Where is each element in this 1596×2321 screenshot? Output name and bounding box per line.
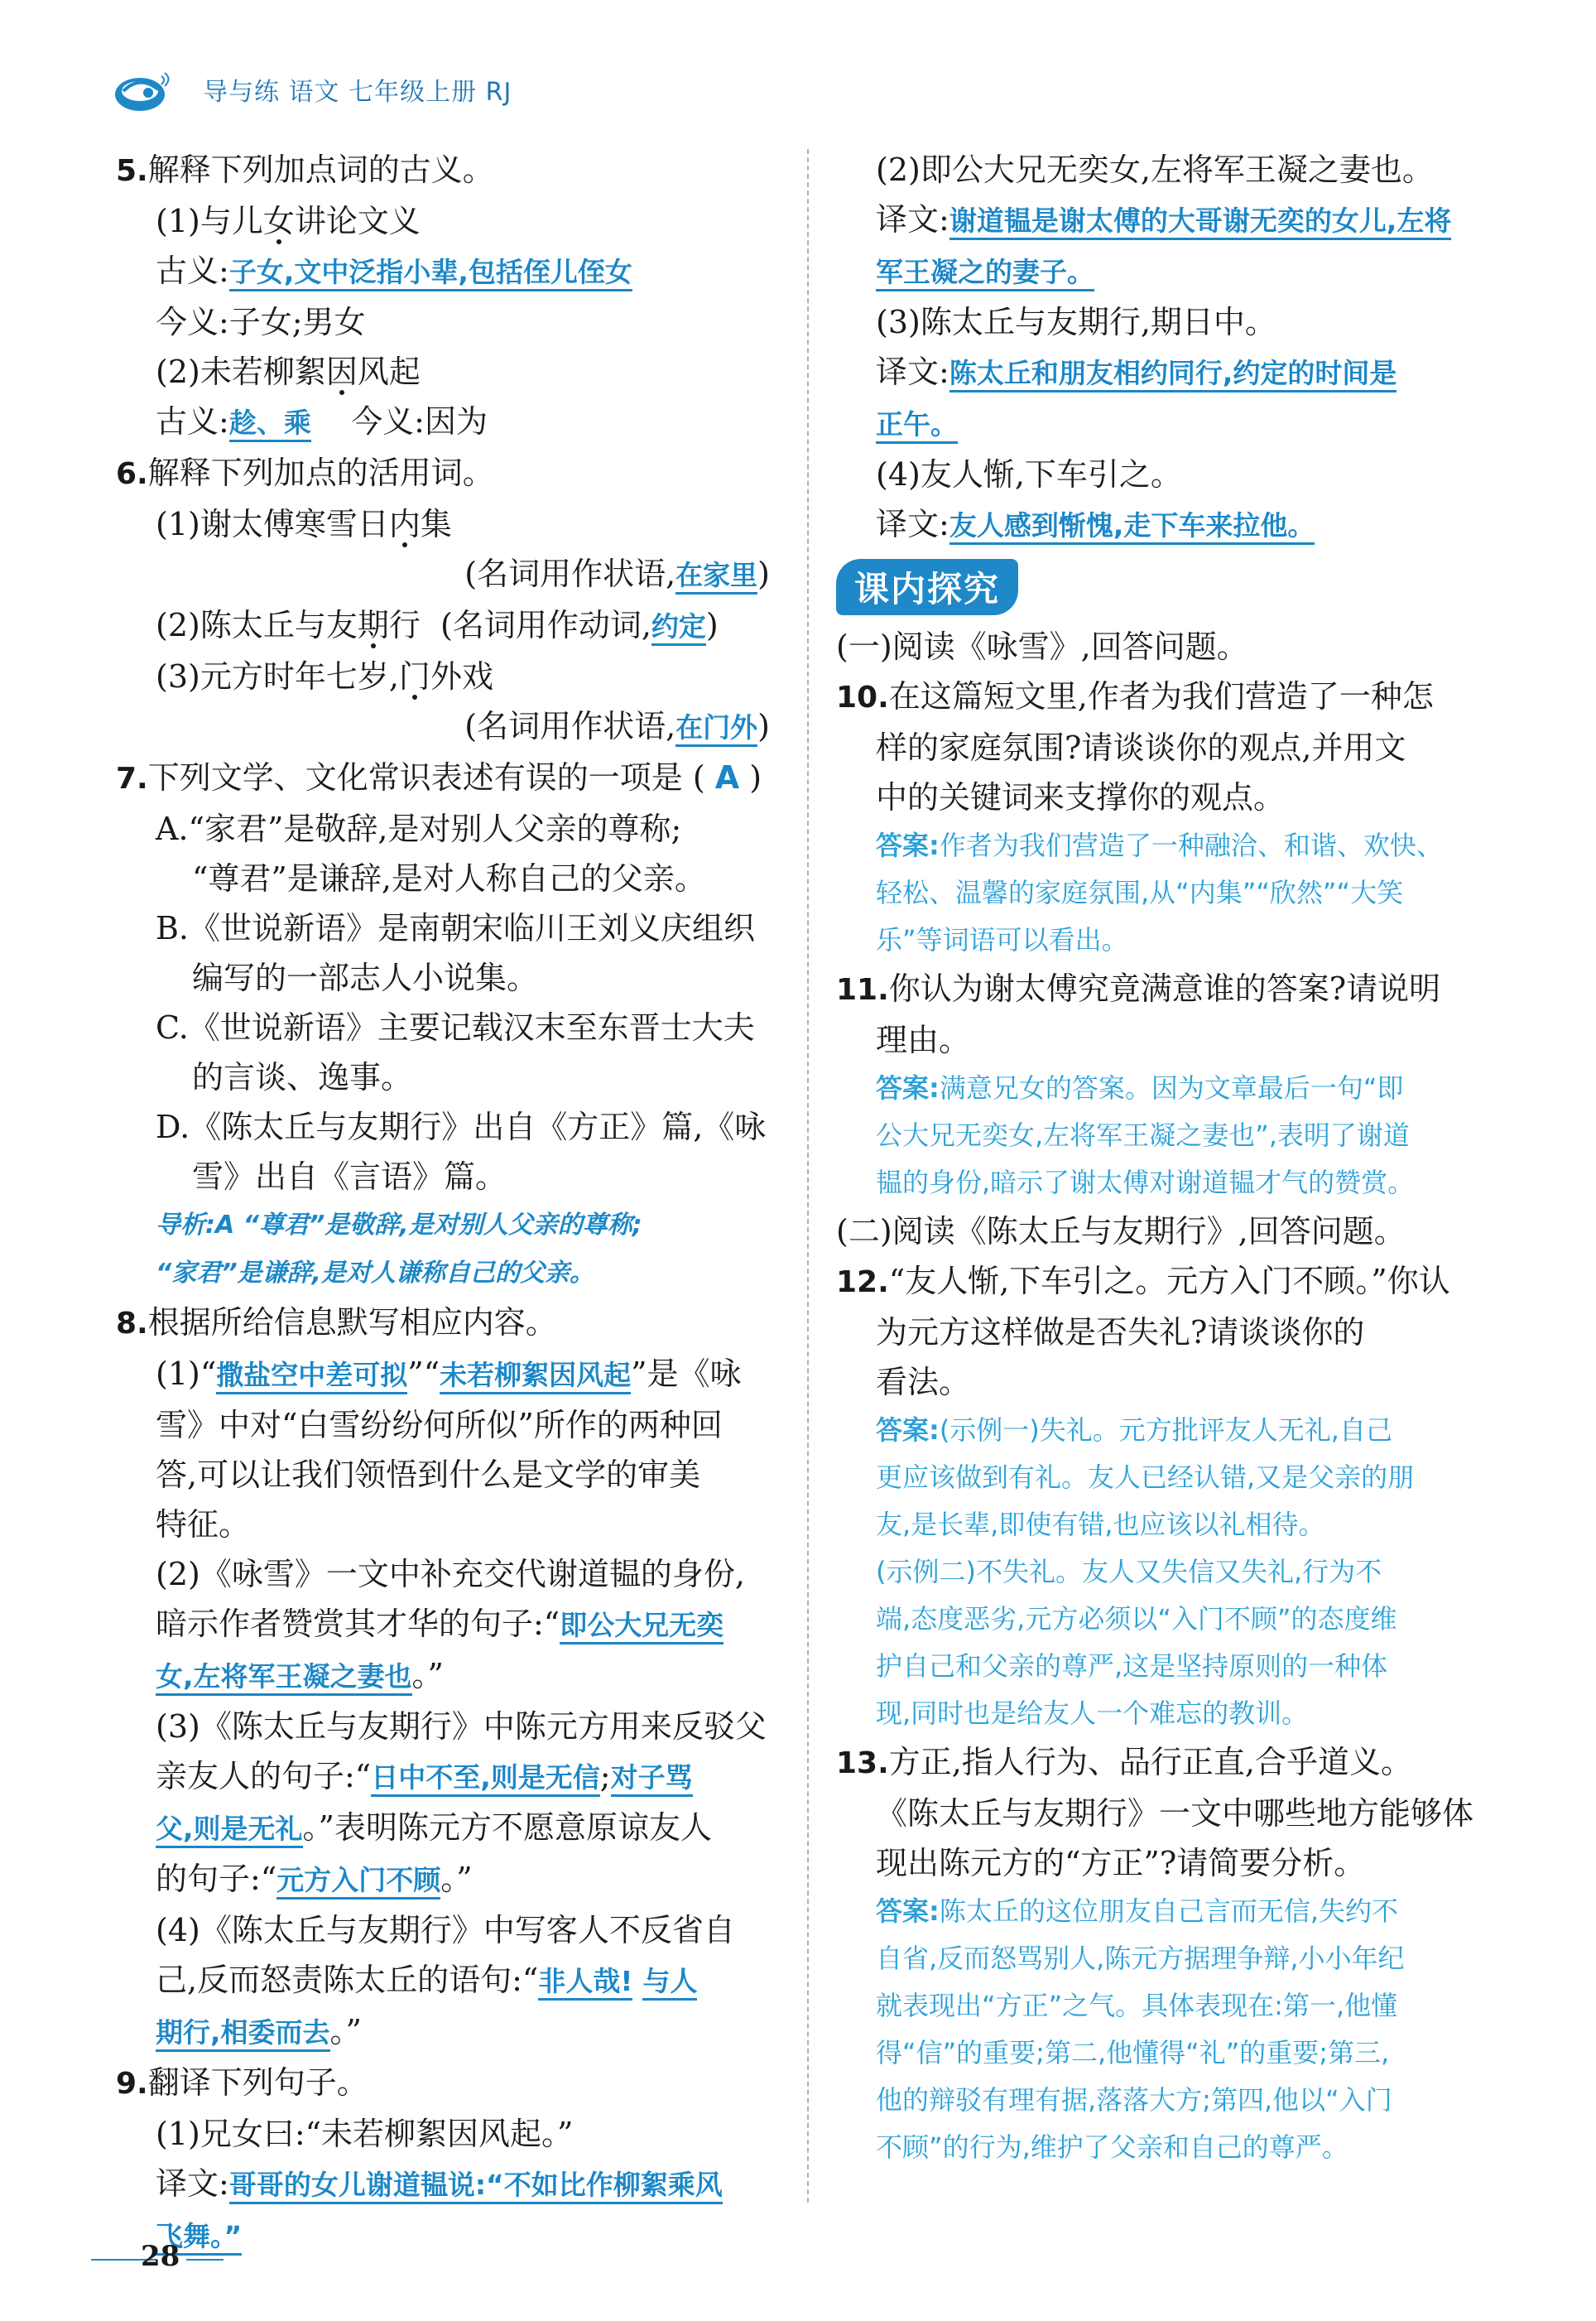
choice-answer: A: [714, 759, 740, 796]
right-column: (2)即公大兄无奕女,左将军王凝之妻也。 译文:谢道韫是谢太傅的大哥谢无奕的女儿,左将 军王凝之的妻子。 (3)陈太丘与友期行,期日中。 译文:陈太丘和朋友相约同行,约定的时间是 正午。 (4)友人惭,下车引之。 译文:友人感到惭愧,走下车来拉他。 课内探究 (一)阅读《咏雪》,回答问题。 10.在这篇短文里,作者为我们营造了一种怎 样的家庭氛围?请谈谈你的观点,并用文 中的关键词来支撑你的观点。 答案:作者为我们营造了一种融洽、和谐、欢快、 轻松、温馨的家庭氛围,从“内集”“欣然”“大笑 乐”等词语可以看出。 11.你认为谢太傅究竟满意谁的答案?请说明 理由。 答案:满意兄女的答案。因为文章最后一句“即 公大兄无奕女,左将军王凝之妻也”,表明了谢道 韫的身份,暗示了谢太傅对谢道韫才气的赞赏。 (二)阅读《陈太丘与友期行》,回答问题。 12.“友人惭,下车引之。元方入门不顾。”你认 为元方这样做是否失礼?请谈谈你的 看法。 答案:(示例一)失礼。元方批评友人无礼,自己 更应该做到有礼。友人已经认错,又是父亲的朋 友,是长辈,即使有错,也应该以礼相待。 (示例二)不失礼。友人又失信又失礼,行为不 端,态度恶劣,元方必须以“入门不顾”的态度维 护自己和父亲的尊严,这是坚持原则的一种体 现,同时也是给友人一个难忘的教训。 13.方正,指人行为、品行正直,合乎道义。 《陈太丘与友期行》一文中哪些地方能够体 现出陈元方的“方正”?请简要分析。 答案:陈太丘的这位朋友自己言而无信,失约不 自省,反而怒骂别人,陈元方据理争辩,小小年纪 就表现出“方正”之气。具体表现在:第一,他懂 得“信”的重要;第二,他懂得“礼”的重要;第三, 他的辩驳有理有据,落落大方;第四,他以“入门 不顾”的行为,维护了父亲和自己的尊严。: [836, 145, 1507, 2171]
question-9: 9.翻译下列句子。: [116, 2064, 368, 2101]
question-8: 8.根据所给信息默写相应内容。: [116, 1304, 557, 1341]
analysis-note: 导析:A “尊君”是敬辞,是对别人父亲的尊称;: [156, 1211, 642, 1240]
question-12: 12.“友人惭,下车引之。元方入门不顾。”你认: [836, 1263, 1450, 1299]
column-divider: [807, 149, 809, 2203]
answer-blank: 子女,文中泛指小辈,包括侄儿侄女: [229, 256, 632, 291]
question-11: 11.你认为谢太傅究竟满意谁的答案?请说明: [836, 970, 1441, 1007]
page-number: 28: [141, 2240, 180, 2273]
answer-blank: 趁、乘: [229, 407, 311, 442]
header-title: 导与练 语文 七年级上册 RJ: [203, 78, 512, 107]
left-column: 5.解释下列加点词的古义。 (1)与儿女讲论文义 古义:子女,文中泛指小辈,包括侄儿侄女 今义:子女;男女 (2)未若柳絮因风起 古义:趁、乘 今义:因为 6.解释下列加点的活用词。 (1)谢太傅寒雪日内集 (名词用作状语,在家里) (2)陈太丘与友期行 (名词用作动词,约定) (3)元方时年七岁,门外戏 (名词用作状语,在门外) 7.下列文学、文化常识表述有误的一项是 ( A ) A.“家君”是敬辞,是对别人父亲的尊称; “尊君”是谦辞,是对人称自己的父亲。 B.《世说新语》是南朝宋临川王刘义庆组织 编写的一部志人小说集。 C.《世说新语》主要记载汉末至东晋士大夫 的言谈、逸事。 D.《陈太丘与友期行》出自《方正》篇,《咏 雪》出自《言语》篇。 导析:A “尊君”是敬辞,是对别人父亲的尊称; “家君”是谦辞,是对人谦称自己的父亲。 8.根据所给信息默写相应内容。 (1)“撒盐空中差可拟”“未若柳絮因风起”是《咏 雪》中对“白雪纷纷何所似”所作的两种回 答,可以让我们领悟到什么是文学的审美 特征。 (2)《咏雪》一文中补充交代谢道韫的身份, 暗示作者赞赏其才华的句子:“即公大兄无奕 女,左将军王凝之妻也。” (3)《陈太丘与友期行》中陈元方用来反驳父 亲友人的句子:“日中不至,则是无信;对子骂 父,则是无礼。”表明陈元方不愿意原谅友人 的句子:“元方入门不顾。” (4)《陈太丘与友期行》中写客人不反省自 己,反而怒责陈太丘的语句:“非人哉! 与人 期行,相委而去。” 9.翻译下列句子。 (1)兄女曰:“未若柳絮因风起。” 译文:哥哥的女儿谢道韫说:“不如比作柳絮乘风 飞舞。”: [116, 145, 770, 2261]
book-logo-icon: [112, 66, 171, 116]
question-7: 7.下列文学、文化常识表述有误的一项是 ( A ): [116, 759, 762, 796]
question-5: 5.解释下列加点词的古义。: [116, 152, 494, 188]
question-10: 10.在这篇短文里,作者为我们营造了一种怎: [836, 678, 1434, 715]
question-13: 13.方正,指人行为、品行正直,合乎道义。: [836, 1744, 1412, 1780]
question-6: 6.解释下列加点的活用词。: [116, 455, 494, 491]
section-heading: 课内探究: [836, 551, 1507, 622]
